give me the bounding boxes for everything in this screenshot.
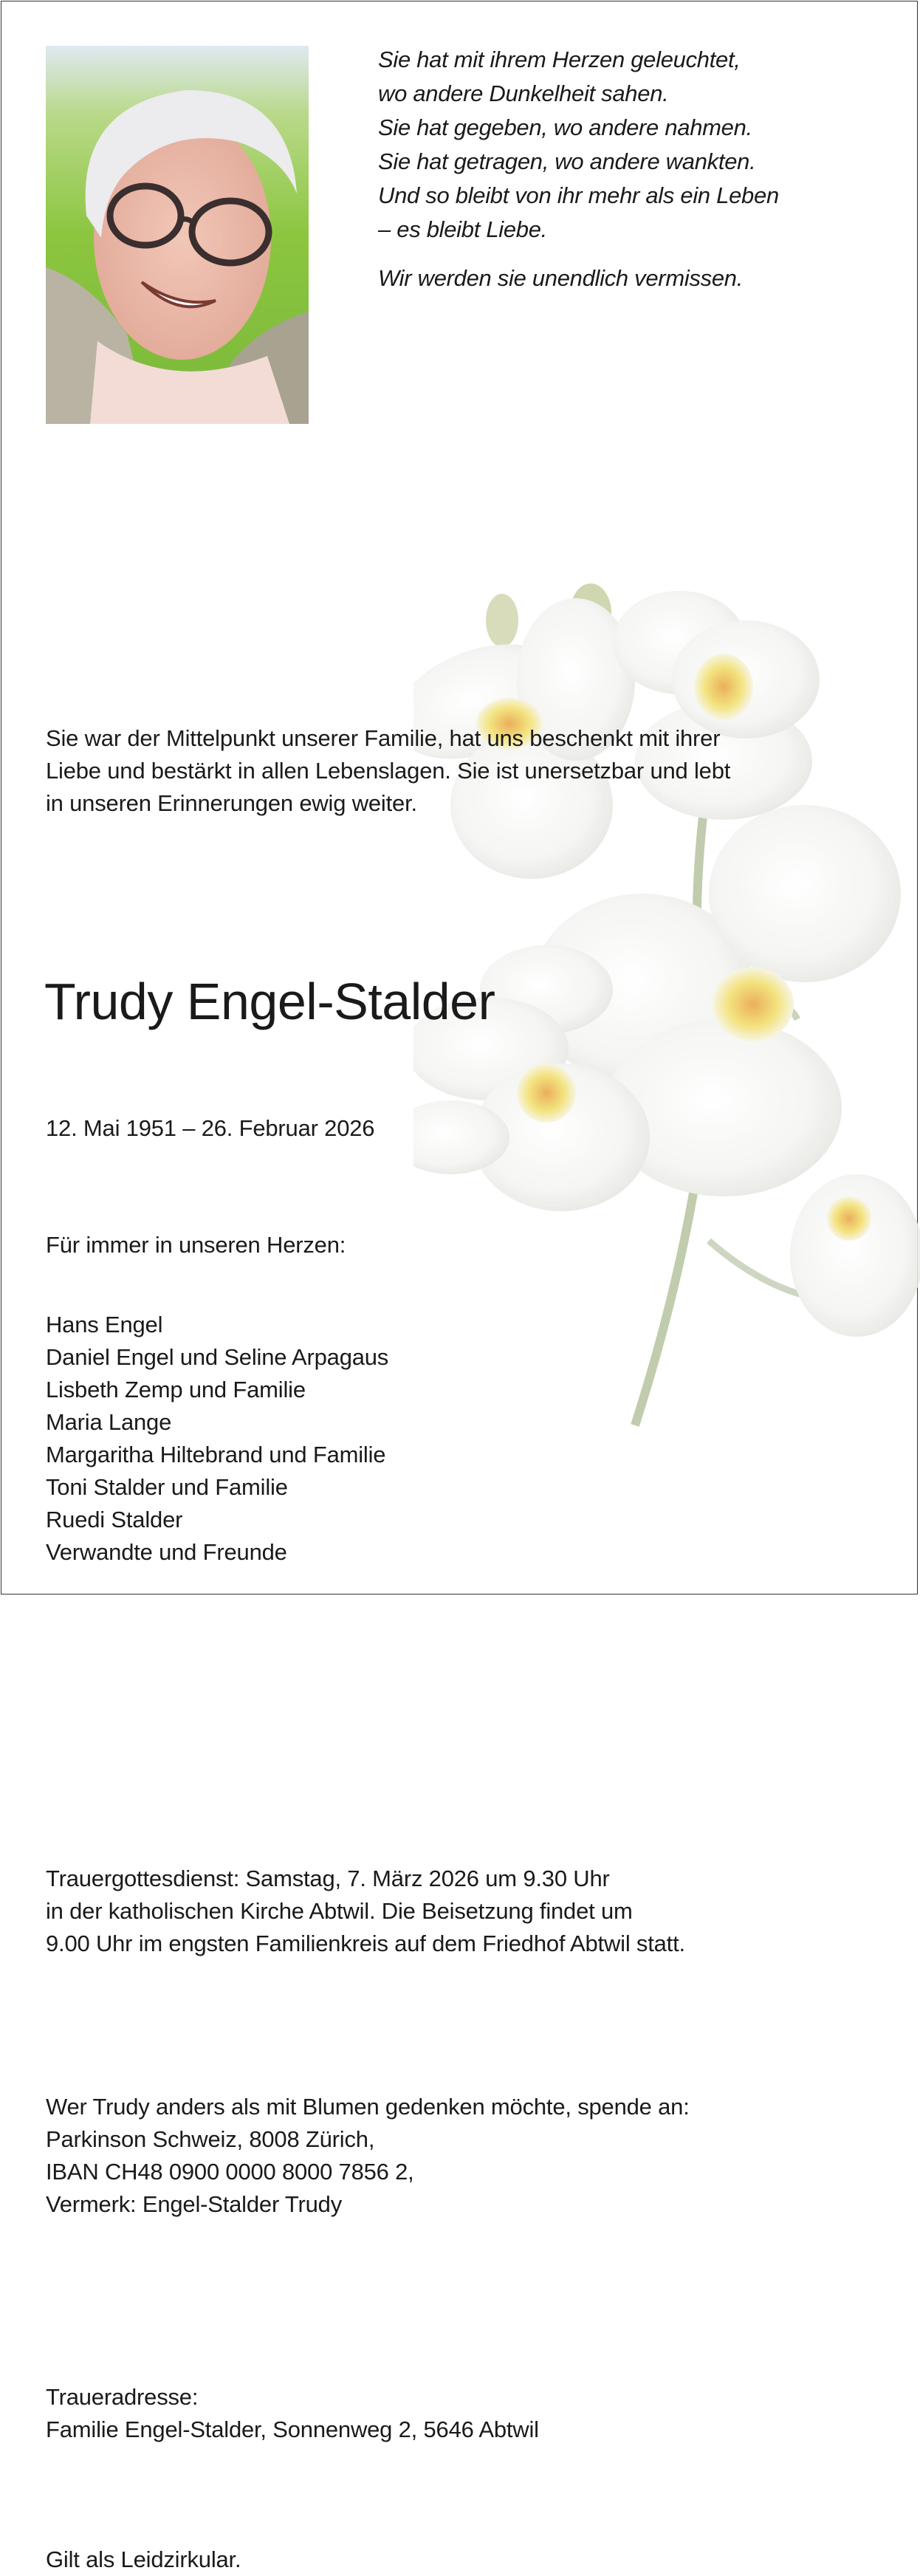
poem-line: wo andere Dunkelheit sahen. — [378, 80, 669, 106]
poem — [378, 43, 920, 295]
mourner: Toni Stalder und Familie — [46, 1474, 288, 1500]
mourners-list — [46, 1309, 920, 1569]
poem-line: – es bleibt Liebe. — [378, 216, 547, 242]
poem-closing: Wir werden sie unendlich vermissen. — [378, 265, 744, 291]
mourner: Ruedi Stalder — [46, 1507, 183, 1532]
intro-text — [46, 722, 920, 820]
mourner: Hans Engel — [46, 1312, 163, 1337]
service-line: in der katholischen Kirche Abtwil. Die Beisetzung findet um — [46, 1898, 633, 1924]
intro-line: in unseren Erinnerungen ewig weiter. — [46, 790, 417, 816]
donation-line: Wer Trudy anders als mit Blumen gedenken möchte, spende an: — [46, 2094, 690, 2120]
mourners-heading: Für immer in unseren Herzen: — [46, 1232, 346, 1258]
mourner: Daniel Engel und Seline Arpagaus — [46, 1344, 389, 1370]
intro-line: Sie war der Mittelpunkt unserer Familie, hat uns beschenkt mit ihrer — [46, 725, 721, 751]
mourner: Verwandte und Freunde — [46, 1539, 287, 1565]
address-line: Familie Engel-Stalder, Sonnenweg 2, 5646 Abtwil — [46, 2416, 539, 2442]
donation-info — [46, 2091, 920, 2221]
donation-line: Parkinson Schweiz, 8008 Zürich, — [46, 2126, 375, 2152]
donation-line: IBAN CH48 0900 0000 8000 7856 2, — [46, 2159, 414, 2185]
portrait-photo — [46, 46, 309, 424]
poem-line: Sie hat mit ihrem Herzen geleuchtet, — [378, 47, 741, 72]
mourner: Lisbeth Zemp und Familie — [46, 1377, 306, 1402]
service-info — [46, 1863, 920, 1960]
life-dates: 12. Mai 1951 – 26. Februar 2026 — [46, 1115, 375, 1141]
poem-line: Sie hat getragen, wo andere wankten. — [378, 148, 756, 174]
address-label: Traueradresse: — [46, 2384, 199, 2410]
intro-line: Liebe und bestärkt in allen Lebenslagen. Sie ist unersetzbar und lebt — [46, 758, 731, 784]
donation-line: Vermerk: Engel-Stalder Trudy — [46, 2191, 343, 2217]
deceased-name: Trudy Engel-Stalder — [44, 973, 495, 1030]
poem-line: Und so bleibt von ihr mehr als ein Leben — [378, 182, 779, 208]
service-line: Trauergottesdienst: Samstag, 7. März 2026 um 9.30 Uhr — [46, 1866, 610, 1891]
service-line: 9.00 Uhr im engsten Familienkreis auf dem Friedhof Abtwil statt. — [46, 1931, 685, 1956]
mourning-address — [46, 2381, 920, 2446]
mourner: Maria Lange — [46, 1409, 172, 1435]
footer-note: Gilt als Leidzirkular. — [46, 2546, 241, 2572]
mourner: Margaritha Hiltebrand und Familie — [46, 1442, 386, 1467]
poem-line: Sie hat gegeben, wo andere nahmen. — [378, 114, 752, 140]
